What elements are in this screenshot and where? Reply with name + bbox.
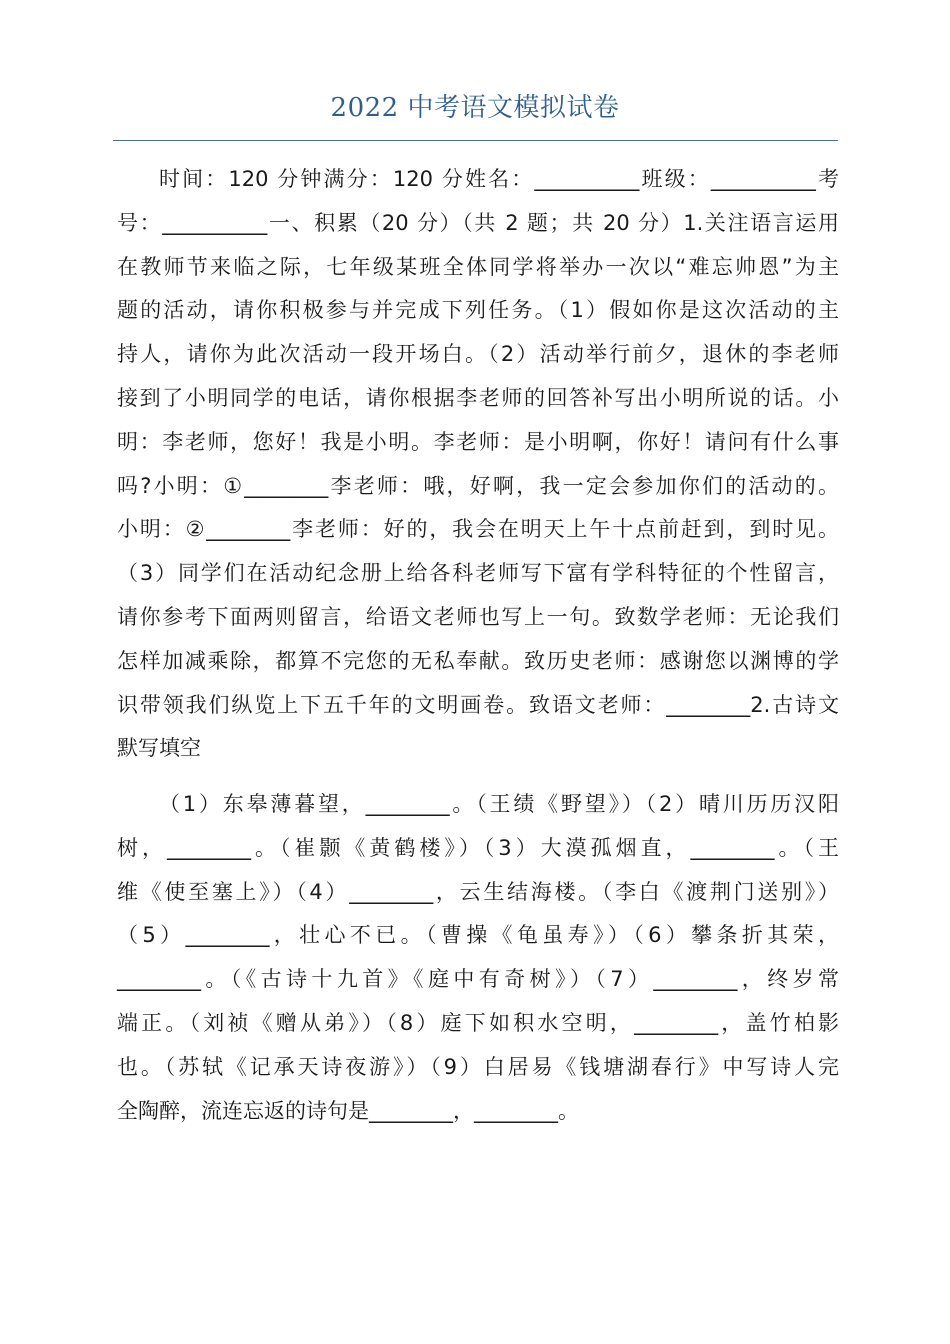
text-line: （1）东皋薄暮望，________。（王绩《野望》）（2）晴川历历汉阳 (159, 792, 839, 816)
text-line: 也。（苏轼《记承天诗夜游》）（9）白居易《钱塘湖春行》中写诗人完 (117, 1054, 839, 1079)
text-line: 明：李老师，您好！我是小明。李老师：是小明啊，你好！请问有什么事 (117, 429, 839, 454)
document-title: 2022 中考语文模拟试卷 (330, 93, 620, 123)
question-section-2 (117, 783, 839, 1133)
text-line: 请你参考下面两则留言，给语文老师也写上一句。致数学老师：无论我们 (117, 604, 839, 629)
text-line: 识带领我们纵览上下五千年的文明画卷。致语文老师：________2.古诗文 (117, 692, 839, 717)
text-line: 树，________。（崔颢《黄鹤楼》）（3）大漠孤烟直，________。（王 (117, 835, 839, 860)
text-line: 持人，请你为此次活动一段开场白。（2）活动举行前夕，退休的李老师 (117, 342, 839, 367)
text-line: （5）________，壮心不已。（曹操《龟虽寿》）（6）攀条折其荣， (117, 923, 839, 948)
title-underline (113, 140, 838, 141)
text-line: 全陶醉，流连忘返的诗句是________，________。 (117, 1098, 579, 1123)
text-line: 时间：120 分钟满分：120 分姓名：__________班级：__________考 (159, 167, 839, 191)
text-line: 默写填空 (117, 736, 201, 761)
text-line: 维《使至塞上》）（4）________，云生结海楼。（李白《渡荆门送别》） (117, 879, 839, 904)
text-line: 端正。（刘祯《赠从弟》）（8）庭下如积水空明，________，盖竹柏影 (117, 1010, 839, 1035)
text-line: 怎样加减乘除，都算不完您的无私奉献。致历史老师：感谢您以渊博的学 (117, 648, 839, 673)
text-line: 号：__________一、积累（20 分）（共 2 题；共 20 分）1.关注语言运用 (117, 210, 839, 235)
text-line: （3）同学们在活动纪念册上给各科老师写下富有学科特征的个性留言， (117, 561, 839, 586)
text-line: 吗?小明：①________李老师：哦，好啊，我一定会参加你们的活动的。 (117, 473, 839, 498)
text-line: 接到了小明同学的电话，请你根据李老师的回答补写出小明所说的话。小 (117, 385, 839, 410)
text-line: 题的活动，请你积极参与并完成下列任务。（1）假如你是这次活动的主 (117, 298, 839, 323)
text-line: 在教师节来临之际，七年级某班全体同学将举办一次以“难忘帅恩”为主 (117, 254, 839, 279)
question-section-1 (117, 158, 839, 771)
text-line: 小明：②________李老师：好的，我会在明天上午十点前赶到，到时见。 (117, 517, 839, 542)
text-line: ________。（《古诗十九首》《庭中有奇树》）（7）________，终岁常 (117, 967, 839, 992)
